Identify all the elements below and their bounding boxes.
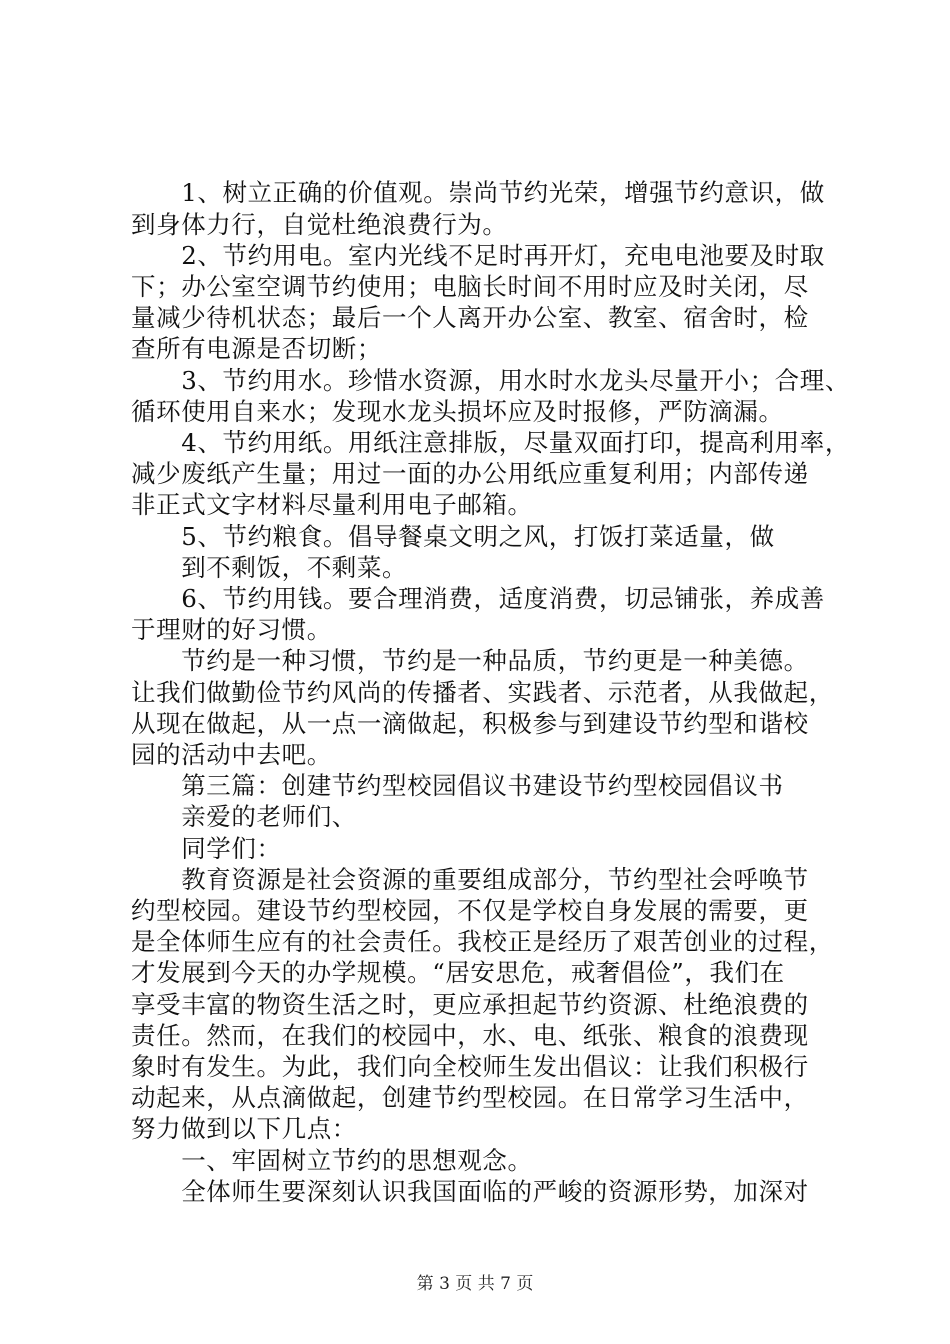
text-line: 教育资源是社会资源的重要组成部分，节约型社会呼唤节 bbox=[131, 865, 809, 894]
section-heading: 第三篇：创建节约型校园倡议书建设节约型校园倡议书 bbox=[131, 771, 784, 800]
text-line: 节约是一种习惯，节约是一种品质，节约更是一种美德。 bbox=[131, 646, 809, 675]
text-line: 努力做到以下几点： bbox=[131, 1114, 357, 1143]
text-line: 5、节约粮食。倡导餐桌文明之风，打饭打菜适量，做 bbox=[131, 522, 775, 551]
text-line: 一、牢固树立节约的思想观念。 bbox=[131, 1146, 533, 1175]
text-line: 量减少待机状态；最后一个人离开办公室、教室、宿舍时，检 bbox=[131, 303, 809, 332]
text-line: 下；办公室空调节约使用；电脑长时间不用时应及时关闭，尽 bbox=[131, 272, 809, 301]
text-line: 亲爱的老师们、 bbox=[131, 802, 357, 831]
text-line: 从现在做起，从一点一滴做起，积极参与到建设节约型和谐校 bbox=[131, 709, 809, 738]
text-line: 3、节约用水。珍惜水资源，用水时水龙头尽量开小；合理、 bbox=[131, 366, 850, 395]
text-line: 2、节约用电。室内光线不足时再开灯，充电电池要及时取 bbox=[131, 241, 825, 270]
text-line: 1、树立正确的价值观。崇尚节约光荣，增强节约意识，做 bbox=[131, 178, 825, 207]
text-line: 才发展到今天的办学规模。“居安思危，戒奢倡俭”，我们在 bbox=[131, 958, 785, 987]
text-line: 6、节约用钱。要合理消费，适度消费，切忌铺张，养成善 bbox=[131, 584, 825, 613]
text-line: 同学们： bbox=[131, 834, 282, 863]
text-line: 于理财的好习惯。 bbox=[131, 615, 332, 644]
text-line: 到身体力行，自觉杜绝浪费行为。 bbox=[131, 210, 508, 239]
text-line: 让我们做勤俭节约风尚的传播者、实践者、示范者，从我做起， bbox=[131, 678, 834, 707]
text-line: 园的活动中去吧。 bbox=[131, 740, 332, 769]
text-line: 查所有电源是否切断； bbox=[131, 334, 382, 363]
text-line: 4、节约用纸。用纸注意排版，尽量双面打印，提高利用率， bbox=[131, 428, 850, 457]
text-line: 约型校园。建设节约型校园，不仅是学校自身发展的需要，更 bbox=[131, 896, 809, 925]
text-line: 全体师生要深刻认识我国面临的严峻的资源形势，加深对 bbox=[131, 1177, 809, 1206]
text-line: 享受丰富的物资生活之时，更应承担起节约资源、杜绝浪费的 bbox=[131, 990, 809, 1019]
page-footer: 第 3 页 共 7 页 bbox=[416, 1274, 534, 1294]
text-line: 动起来，从点滴做起，创建节约型校园。在日常学习生活中， bbox=[131, 1083, 809, 1112]
text-line: 减少废纸产生量；用过一面的办公用纸应重复利用；内部传递 bbox=[131, 459, 809, 488]
text-line: 非正式文字材料尽量利用电子邮箱。 bbox=[131, 490, 533, 519]
text-line: 是全体师生应有的社会责任。我校正是经历了艰苦创业的过程， bbox=[131, 927, 834, 956]
text-line: 责任。然而，在我们的校园中，水、电、纸张、粮食的浪费现 bbox=[131, 1021, 809, 1050]
text-line: 循环使用自来水；发现水龙头损坏应及时报修，严防滴漏。 bbox=[131, 397, 784, 426]
text-line: 象时有发生。为此，我们向全校师生发出倡议：让我们积极行 bbox=[131, 1052, 809, 1081]
text-line: 到不剩饭，不剩菜。 bbox=[131, 553, 408, 582]
